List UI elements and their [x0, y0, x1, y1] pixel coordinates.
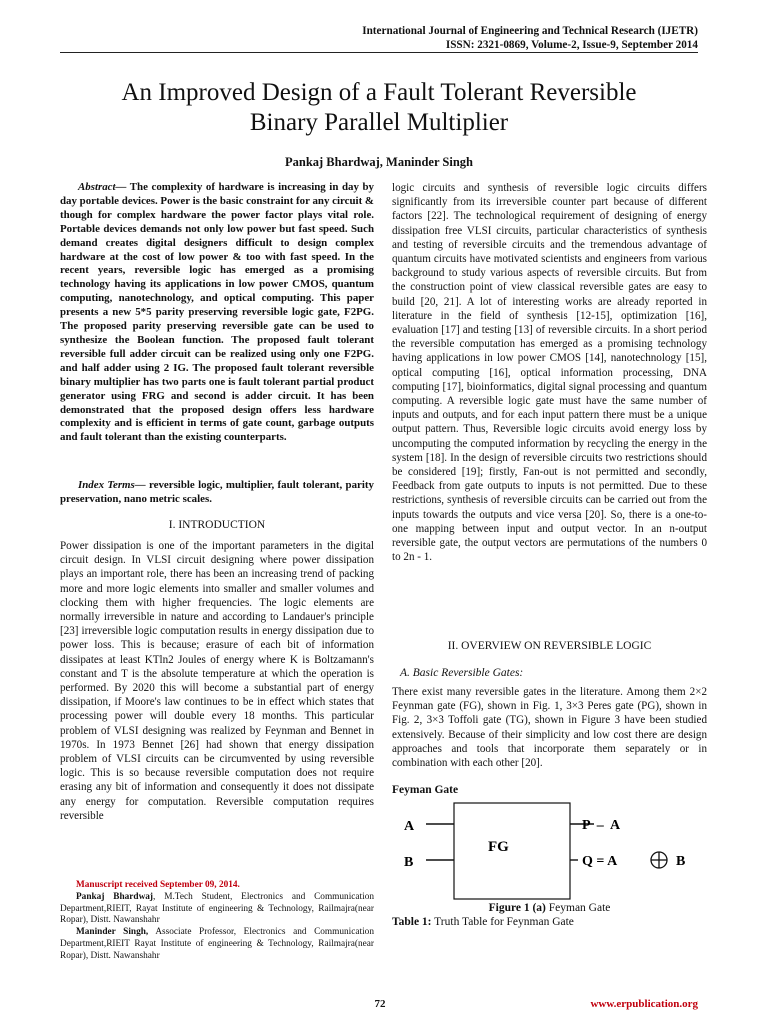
section-overview-heading: II. OVERVIEW ON REVERSIBLE LOGIC: [447, 640, 652, 652]
feynman-gate-label: Feyman Gate: [392, 784, 459, 796]
index-terms-text: reversible logic, multiplier, fault tolerant, parity preservation, nano metric scales.: [60, 479, 374, 505]
footnotes: [60, 880, 374, 963]
right-column-text: logic circuits and synthesis of reversible logic circuits differs significantly from its irreversible counter part because of different factors [22]. The technological requirement of designing of energy dissipation free VLSI circuits, particular characteristics of synthesis and testing of reversible circuits and the tremendous advantage of quantum circuits have motivated scientists and engineers from various background to study various aspects of reversible circuits. But from the construction point of view classical reversible gates are easy to build [20, 21]. A lot of interesting works are already reported in literature in the field of synthesis [12-15], optimization [16], evaluation [17] and testing [13] of reversible circuits. In a short period the reversible computation has emerged as a promising technology having applications in low power CMOS [14], nanotechnology [15], optical computing [16], optical information processing, DNA computing [17], bioinformatics, digital signal processing and quantum computing. A reversible logic gate must have the same number of inputs and outputs, and for each input pattern there must be a unique output pattern. Thus, Reversible logic circuits avoid energy loss by uncomputing the computed information by recycling the energy in the system [18]. In the design of reversible circuits two restrictions should be considered [19]; firstly, Fan-out is not permitted and secondly, Feedback from gate outputs to inputs is not permitted. Due to these restrictions, synthesis of reversible circuits can be carried out from the inputs towards the outputs and vice versa [20]. So, there is a one-to-one mapping between input and output vector. In an n-output reversible gate, the output vectors are permutations of the numbers 0 to 2n - 1.: [392, 182, 707, 564]
figure-caption-text: Feyman Gate: [545, 902, 611, 914]
author2-affiliation: Associate Professor, Electronics and Communication Department,RIEIT Rayat Institute of engineering & Technology, Railmajra(near Ropar), Distt. Nawanshahr: [60, 927, 374, 961]
gate-label: FG: [488, 839, 509, 855]
feynman-gate-diagram: [396, 802, 706, 902]
paper-title-line1: An Improved Design of a Fault Tolerant Reversible: [121, 79, 637, 106]
output-p-label: P – A: [582, 818, 621, 833]
manuscript-received: Manuscript received September 09, 2014.: [76, 880, 240, 890]
author1-name: Pankaj Bhardwaj: [76, 891, 154, 902]
index-terms: [60, 479, 374, 507]
author-list: Pankaj Bhardwaj, Maninder Singh: [284, 155, 473, 169]
introduction-text: Power dissipation is one of the important parameters in the digital circuit design. In VLSI circuit designing where power dissipation plays an important role, there has been an increasing trend of packing more and more logic elements into smaller and smaller volumes and clocking them with higher frequencies. The logic elements are normally irreversible in nature and according to Landauer's principle [23] irreversible logic computation results in energy dissipation due to power loss. This is because; erasure of each bit of information dissipates at least KTln2 Joules of energy where K is Boltzamann's constant and T is the absolute temperature at which the operation is performed. By 2020 this will become a substantial part of energy dissipation, if Moore's law continues to be in effect which states that processing power will double every 18 months. This particular problem of VLSI designing was realized by Feynman and Bennet in 1970s. In 1973 Bennet [26] had shown that energy dissipation problem of VLSI circuits can be circumvented by using reversible logic. This is so because reversible computation does not require erasing any bit of information and consequently it does not dissipate any energy for computation. Reversible computation requires reversible: [60, 540, 374, 822]
journal-name: International Journal of Engineering and Technical Research (IJETR): [362, 25, 698, 37]
journal-issn: ISSN: 2321-0869, Volume-2, Issue-9, September 2014: [445, 39, 698, 51]
input-b-label: B: [404, 855, 414, 870]
paper-title: [60, 78, 698, 138]
page-number: 72: [374, 998, 386, 1010]
table-caption-text: Truth Table for Feynman Gate: [431, 916, 574, 928]
abstract-label: Abstract—: [78, 181, 127, 193]
output-q-label: Q = A: [582, 854, 618, 869]
figure-1a-caption: [392, 902, 707, 914]
publisher-website[interactable]: www.erpublication.org: [590, 998, 698, 1010]
author2-name: Maninder Singh,: [76, 927, 149, 938]
figure-caption-label: Figure 1 (a): [488, 902, 546, 914]
header-rule: [60, 52, 698, 53]
basic-gates-text: There exist many reversible gates in the literature. Among them 2×2 Feynman gate (FG), shown in Fig. 1, 3×3 Peres gate (PG), shown in Fig. 2, 3×3 Toffoli gate (TG), shown in Figure 3 have been studied extensively. Because of their simplicity and low cost there are design approaches and tools that incorporate them separately or in combination with each other [20].: [392, 686, 707, 770]
index-terms-label: Index Terms—: [78, 479, 146, 491]
output-q-tail-label: B: [676, 854, 686, 869]
paper-title-line2: Binary Parallel Multiplier: [249, 109, 509, 136]
gate-box: [454, 803, 570, 899]
xor-icon: [651, 852, 667, 868]
abstract-text: The complexity of hardware is increasing in day by day portable devices. Power is the basic constraint for any circuit & though for complex hardware the power factor plays vital role. Portable devices demands not only low power but fast speed. Such demand creates digital designers difficult to design complex hardware at the cost of low power & too with fast speed. In the recent years, reversible logic has emerged as a promising technology having its applications in low power CMOS, quantum computing, nanotechnology, and optical computing. This paper presents a new 5*5 parity preserving reversible logic gate, F2PG. The proposed parity preserving reversible gate can be used to synthesize the Boolean function. The proposed fault tolerant reversible full adder circuit can be realized using only one F2PG. and half adder using 2 IG. The proposed fault tolerant reversible binary multiplier has two parts one is fault tolerant partial product generator using FRG and second is adder circuit. It has been demonstrated that the proposed design offers less hardware complexity and is efficient in terms of gate count, garbage outputs and fault tolerant than the existing counterparts.: [60, 181, 374, 444]
subsection-basic-gates: A. Basic Reversible Gates:: [400, 667, 524, 679]
table-1-caption: [392, 916, 707, 928]
abstract: [60, 181, 374, 445]
table-caption-label: Table 1:: [392, 916, 432, 928]
section-introduction-heading: I. INTRODUCTION: [168, 519, 266, 531]
author1-affiliation: , M.Tech Student, Electronics and Communication Department,RIEIT, Rayat Institute of engineering & Technology, Railmajra(near Ropar), Distt. Nawanshahr: [60, 891, 374, 926]
input-a-label: A: [404, 819, 415, 834]
